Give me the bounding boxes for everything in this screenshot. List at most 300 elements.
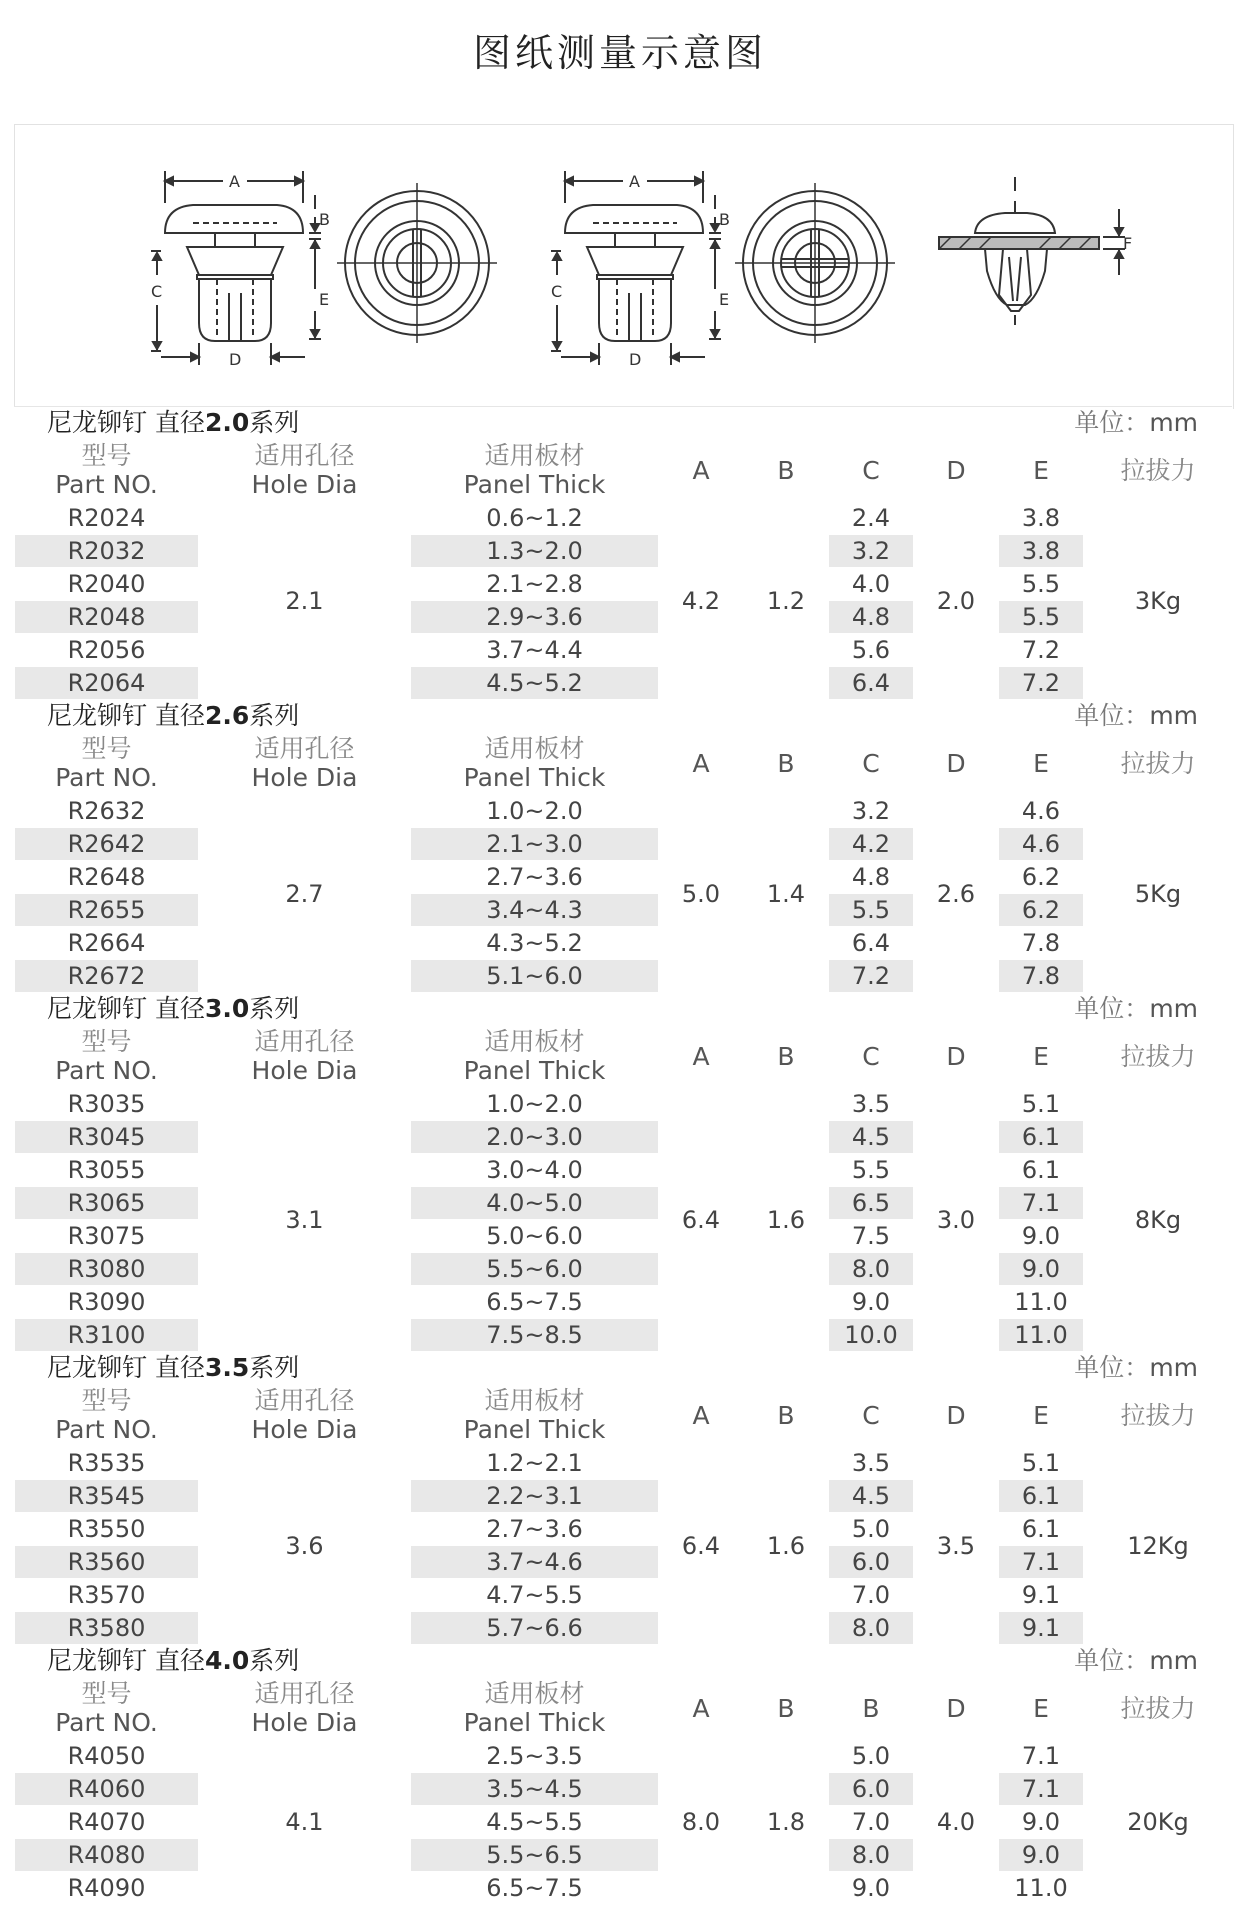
dim-b-cell: 1.6 — [744, 1088, 829, 1352]
section-title-row — [15, 1645, 1233, 1677]
table-row — [15, 927, 1233, 960]
column-header — [659, 1025, 744, 1088]
column-header-en: D — [946, 1693, 966, 1723]
part-number-cell: R2632 — [15, 795, 199, 828]
table-row — [15, 1546, 1233, 1579]
column-header-en: Panel Thick — [463, 763, 606, 792]
table-row — [15, 1612, 1233, 1645]
part-number-cell: R3045 — [15, 1121, 199, 1154]
column-header-en: B — [777, 1693, 795, 1723]
dim-c-cell: 4.8 — [829, 601, 914, 634]
table-row — [15, 535, 1233, 568]
column-header-en: Hole Dia — [251, 1056, 358, 1085]
table-row — [15, 568, 1233, 601]
column-header-en: Hole Dia — [251, 1708, 358, 1737]
dim-c-cell: 4.8 — [829, 861, 914, 894]
panel-thick-cell: 5.5~6.0 — [411, 1253, 659, 1286]
rivet-installed-view — [939, 177, 1125, 325]
column-header-cn: 适用孔径 — [254, 441, 355, 470]
rivet-diagrams — [15, 125, 1233, 409]
column-header-cn: 适用孔径 — [254, 734, 355, 763]
column-header-en: E — [1033, 455, 1049, 485]
dim-e-cell: 5.5 — [999, 568, 1084, 601]
column-header-cn: 型号 — [81, 1027, 132, 1056]
part-number-cell: R3075 — [15, 1220, 199, 1253]
hole-dia-cell: 4.1 — [199, 1740, 411, 1905]
column-header — [659, 1677, 744, 1740]
column-header — [999, 1677, 1084, 1740]
column-header-en: B — [862, 1693, 880, 1723]
dim-e-cell: 6.2 — [999, 894, 1084, 927]
section-name-value: 4.0 — [204, 1646, 250, 1675]
panel-thick-cell: 6.5~7.5 — [411, 1286, 659, 1319]
dim-e-cell: 6.1 — [999, 1480, 1084, 1513]
part-number-cell: R2024 — [15, 502, 199, 535]
table-row — [15, 1187, 1233, 1220]
column-header — [411, 1384, 659, 1447]
panel-thick-cell: 3.7~4.4 — [411, 634, 659, 667]
part-number-cell: R3100 — [15, 1319, 199, 1352]
part-number-cell: R2655 — [15, 894, 199, 927]
unit-value: mm — [1149, 1353, 1199, 1382]
column-header — [659, 439, 744, 502]
section-title-cell — [15, 700, 1233, 732]
panel-thick-cell: 2.9~3.6 — [411, 601, 659, 634]
pull-force-cell: 20Kg — [1084, 1740, 1233, 1905]
spec-table-container — [14, 406, 1232, 1905]
table-row — [15, 502, 1233, 535]
column-header-en: Panel Thick — [463, 1056, 606, 1085]
hole-dia-cell: 2.1 — [199, 502, 411, 700]
panel-thick-cell: 4.5~5.2 — [411, 667, 659, 700]
dim-c-cell: 5.5 — [829, 894, 914, 927]
section-name-suffix: 系列 — [249, 1646, 300, 1675]
part-number-cell: R3535 — [15, 1447, 199, 1480]
rivet-side-view-middle — [551, 171, 721, 365]
dim-e-cell: 7.1 — [999, 1740, 1084, 1773]
column-header-cn: 拉拔力 — [1120, 1041, 1196, 1071]
column-header — [15, 1025, 199, 1088]
label-f: F — [1123, 234, 1133, 253]
unit-label — [1074, 993, 1232, 1024]
column-header — [914, 1677, 999, 1740]
dim-c-cell: 7.0 — [829, 1806, 914, 1839]
column-header-en: E — [1033, 1400, 1049, 1430]
dim-e-cell: 9.1 — [999, 1612, 1084, 1645]
rivet-spec-table — [14, 406, 1233, 1905]
part-number-cell: R2048 — [15, 601, 199, 634]
dim-c-cell: 6.5 — [829, 1187, 914, 1220]
dim-e-cell: 7.1 — [999, 1773, 1084, 1806]
table-row — [15, 1480, 1233, 1513]
part-number-cell: R2040 — [15, 568, 199, 601]
dim-c-cell: 3.2 — [829, 535, 914, 568]
dim-c-cell: 6.4 — [829, 927, 914, 960]
table-header-row — [15, 1025, 1233, 1088]
label-d-middle: D — [629, 350, 642, 369]
table-row — [15, 828, 1233, 861]
column-header-cn: 适用板材 — [484, 1679, 585, 1708]
column-header-en: Panel Thick — [463, 1415, 606, 1444]
table-row — [15, 1220, 1233, 1253]
column-header-en: C — [862, 1041, 880, 1071]
column-header-en: D — [946, 748, 966, 778]
panel-thick-cell: 3.0~4.0 — [411, 1154, 659, 1187]
column-header-en: A — [692, 1693, 710, 1723]
table-row — [15, 960, 1233, 993]
column-header-en: Part NO. — [55, 1056, 158, 1085]
dim-c-cell: 5.0 — [829, 1740, 914, 1773]
dim-c-cell: 4.0 — [829, 568, 914, 601]
pull-force-cell: 5Kg — [1084, 795, 1233, 993]
table-row — [15, 861, 1233, 894]
part-number-cell: R2064 — [15, 667, 199, 700]
dim-c-cell: 6.0 — [829, 1773, 914, 1806]
table-header-row — [15, 1384, 1233, 1447]
panel-thick-cell: 2.5~3.5 — [411, 1740, 659, 1773]
column-header — [1084, 1384, 1233, 1447]
column-header-en: D — [946, 455, 966, 485]
measurement-drawing — [14, 124, 1234, 409]
dim-c-cell: 4.2 — [829, 828, 914, 861]
dim-c-cell: 7.0 — [829, 1579, 914, 1612]
table-row — [15, 1773, 1233, 1806]
column-header-cn: 拉拔力 — [1120, 748, 1196, 778]
label-a-middle: A — [629, 172, 640, 191]
section-name — [15, 700, 299, 731]
dim-e-cell: 6.1 — [999, 1154, 1084, 1187]
section-title-cell — [15, 407, 1233, 439]
dim-c-cell: 8.0 — [829, 1612, 914, 1645]
dim-e-cell: 3.8 — [999, 535, 1084, 568]
dim-b-cell: 1.4 — [744, 795, 829, 993]
unit-value: mm — [1149, 994, 1199, 1023]
pull-force-cell: 12Kg — [1084, 1447, 1233, 1645]
label-c-middle: C — [551, 282, 563, 301]
panel-thick-cell: 5.5~6.5 — [411, 1839, 659, 1872]
dim-e-cell: 7.1 — [999, 1187, 1084, 1220]
section-name-prefix: 尼龙铆钉 直径 — [47, 701, 205, 730]
unit-label-text: 单位： — [1074, 408, 1150, 437]
dim-a-cell: 4.2 — [659, 502, 744, 700]
section-name-value: 2.0 — [204, 408, 250, 437]
panel-thick-cell: 2.0~3.0 — [411, 1121, 659, 1154]
dim-c-cell: 3.5 — [829, 1447, 914, 1480]
column-header — [999, 732, 1084, 795]
column-header-en: Part NO. — [55, 470, 158, 499]
column-header — [744, 439, 829, 502]
dim-e-cell: 5.1 — [999, 1447, 1084, 1480]
hole-dia-cell: 3.6 — [199, 1447, 411, 1645]
dim-a-cell: 5.0 — [659, 795, 744, 993]
unit-label — [1074, 1352, 1232, 1383]
column-header — [999, 439, 1084, 502]
panel-thick-cell: 5.7~6.6 — [411, 1612, 659, 1645]
column-header-cn: 适用孔径 — [254, 1027, 355, 1056]
part-number-cell: R3065 — [15, 1187, 199, 1220]
label-b-left: B — [319, 210, 330, 229]
table-row — [15, 1319, 1233, 1352]
column-header-cn: 适用板材 — [484, 734, 585, 763]
column-header-cn: 型号 — [81, 1386, 132, 1415]
dim-d-cell: 3.0 — [914, 1088, 999, 1352]
label-e-middle: E — [719, 290, 730, 309]
table-row — [15, 1513, 1233, 1546]
section-name-prefix: 尼龙铆钉 直径 — [47, 408, 205, 437]
rivet-top-view-left — [337, 183, 497, 343]
panel-thick-cell: 0.6~1.2 — [411, 502, 659, 535]
panel-thick-cell: 3.4~4.3 — [411, 894, 659, 927]
unit-value: mm — [1149, 408, 1199, 437]
dim-e-cell: 4.6 — [999, 795, 1084, 828]
table-row — [15, 795, 1233, 828]
part-number-cell: R2672 — [15, 960, 199, 993]
dim-c-cell: 7.5 — [829, 1220, 914, 1253]
dim-e-cell: 5.1 — [999, 1088, 1084, 1121]
column-header-en: Part NO. — [55, 763, 158, 792]
table-row — [15, 1839, 1233, 1872]
dim-c-cell: 5.0 — [829, 1513, 914, 1546]
panel-thick-cell: 2.7~3.6 — [411, 861, 659, 894]
panel-thick-cell: 2.7~3.6 — [411, 1513, 659, 1546]
dim-c-cell: 8.0 — [829, 1839, 914, 1872]
column-header — [744, 732, 829, 795]
dim-b-cell: 1.6 — [744, 1447, 829, 1645]
column-header — [999, 1384, 1084, 1447]
dim-e-cell: 6.1 — [999, 1513, 1084, 1546]
column-header-en: E — [1033, 1693, 1049, 1723]
column-header — [1084, 439, 1233, 502]
dim-d-cell: 2.0 — [914, 502, 999, 700]
dim-d-cell: 4.0 — [914, 1740, 999, 1905]
dim-e-cell: 4.6 — [999, 828, 1084, 861]
label-d-left: D — [229, 350, 242, 369]
section-name-suffix: 系列 — [249, 994, 300, 1023]
page-title: 图纸测量示意图 — [472, 31, 767, 75]
dim-e-cell: 7.1 — [999, 1546, 1084, 1579]
column-header-en: B — [777, 1041, 795, 1071]
panel-thick-cell: 1.0~2.0 — [411, 795, 659, 828]
section-title-cell — [15, 993, 1233, 1025]
column-header-cn: 适用板材 — [484, 1386, 585, 1415]
pull-force-cell: 8Kg — [1084, 1088, 1233, 1352]
dim-c-cell: 2.4 — [829, 502, 914, 535]
column-header — [199, 439, 411, 502]
column-header-cn: 适用板材 — [484, 441, 585, 470]
dim-e-cell: 7.8 — [999, 927, 1084, 960]
column-header-en: Panel Thick — [463, 1708, 606, 1737]
column-header — [15, 1677, 199, 1740]
column-header — [411, 732, 659, 795]
column-header-en: A — [692, 1041, 710, 1071]
dim-e-cell: 9.0 — [999, 1253, 1084, 1286]
dim-c-cell: 4.5 — [829, 1480, 914, 1513]
unit-label-text: 单位： — [1074, 701, 1150, 730]
section-name-suffix: 系列 — [249, 1353, 300, 1382]
dim-b-cell: 1.8 — [744, 1740, 829, 1905]
column-header — [744, 1677, 829, 1740]
column-header-cn: 型号 — [81, 441, 132, 470]
column-header-en: B — [777, 748, 795, 778]
panel-thick-cell: 1.0~2.0 — [411, 1088, 659, 1121]
column-header — [411, 1677, 659, 1740]
section-name-value: 3.5 — [204, 1353, 250, 1382]
table-row — [15, 1088, 1233, 1121]
dim-a-cell: 6.4 — [659, 1088, 744, 1352]
panel-thick-cell: 2.1~2.8 — [411, 568, 659, 601]
panel-thick-cell: 6.5~7.5 — [411, 1872, 659, 1905]
column-header-cn: 拉拔力 — [1120, 455, 1196, 485]
section-title-cell — [15, 1352, 1233, 1384]
part-number-cell: R4080 — [15, 1839, 199, 1872]
dim-e-cell: 9.1 — [999, 1579, 1084, 1612]
dim-c-cell: 8.0 — [829, 1253, 914, 1286]
column-header — [744, 1384, 829, 1447]
part-number-cell: R3090 — [15, 1286, 199, 1319]
dim-e-cell: 6.1 — [999, 1121, 1084, 1154]
column-header-cn: 适用孔径 — [254, 1386, 355, 1415]
unit-label-text: 单位： — [1074, 1353, 1150, 1382]
dim-c-cell: 6.4 — [829, 667, 914, 700]
table-header-row — [15, 732, 1233, 795]
column-header — [914, 439, 999, 502]
column-header-en: Part NO. — [55, 1708, 158, 1737]
column-header — [829, 732, 914, 795]
dim-c-cell: 10.0 — [829, 1319, 914, 1352]
column-header-en: A — [692, 1400, 710, 1430]
table-header-row — [15, 439, 1233, 502]
section-title-row — [15, 1352, 1233, 1384]
panel-thick-cell: 1.2~2.1 — [411, 1447, 659, 1480]
table-row — [15, 1121, 1233, 1154]
table-row — [15, 667, 1233, 700]
table-row — [15, 1154, 1233, 1187]
table-row — [15, 634, 1233, 667]
column-header-en: D — [946, 1041, 966, 1071]
column-header-en: Hole Dia — [251, 1415, 358, 1444]
dim-d-cell: 2.6 — [914, 795, 999, 993]
column-header-cn: 适用孔径 — [254, 1679, 355, 1708]
column-header-en: C — [862, 455, 880, 485]
column-header-cn: 拉拔力 — [1120, 1400, 1196, 1430]
hole-dia-cell: 2.7 — [199, 795, 411, 993]
panel-thick-cell: 7.5~8.5 — [411, 1319, 659, 1352]
column-header — [1084, 1025, 1233, 1088]
column-header — [15, 1384, 199, 1447]
label-a-left: A — [229, 172, 240, 191]
part-number-cell: R3080 — [15, 1253, 199, 1286]
label-b-middle: B — [719, 210, 730, 229]
panel-thick-cell: 3.5~4.5 — [411, 1773, 659, 1806]
section-name-suffix: 系列 — [249, 701, 300, 730]
section-title-cell — [15, 1645, 1233, 1677]
rivet-side-view-left — [151, 171, 321, 365]
part-number-cell: R3545 — [15, 1480, 199, 1513]
column-header — [999, 1025, 1084, 1088]
label-e-left: E — [319, 290, 330, 309]
column-header-en: Hole Dia — [251, 763, 358, 792]
dim-e-cell: 11.0 — [999, 1319, 1084, 1352]
dim-e-cell: 7.2 — [999, 667, 1084, 700]
section-name — [15, 993, 299, 1024]
panel-thick-cell: 5.0~6.0 — [411, 1220, 659, 1253]
unit-label — [1074, 700, 1232, 731]
section-name-suffix: 系列 — [249, 408, 300, 437]
pull-force-cell: 3Kg — [1084, 502, 1233, 700]
table-row — [15, 1806, 1233, 1839]
column-header — [914, 732, 999, 795]
column-header-cn: 拉拔力 — [1120, 1693, 1196, 1723]
panel-thick-cell: 4.3~5.2 — [411, 927, 659, 960]
part-number-cell: R2664 — [15, 927, 199, 960]
column-header-en: A — [692, 455, 710, 485]
column-header-en: E — [1033, 748, 1049, 778]
column-header-en: C — [862, 1400, 880, 1430]
panel-thick-cell: 2.2~3.1 — [411, 1480, 659, 1513]
column-header — [199, 1677, 411, 1740]
label-c-left: C — [151, 282, 163, 301]
column-header-en: E — [1033, 1041, 1049, 1071]
dim-e-cell: 7.8 — [999, 960, 1084, 993]
section-name-prefix: 尼龙铆钉 直径 — [47, 1646, 205, 1675]
table-row — [15, 894, 1233, 927]
part-number-cell: R3055 — [15, 1154, 199, 1187]
column-header — [411, 439, 659, 502]
section-name — [15, 1352, 299, 1383]
column-header — [1084, 732, 1233, 795]
column-header — [914, 1025, 999, 1088]
section-name-prefix: 尼龙铆钉 直径 — [47, 994, 205, 1023]
table-row — [15, 1740, 1233, 1773]
section-title-row — [15, 407, 1233, 439]
part-number-cell: R3550 — [15, 1513, 199, 1546]
column-header — [659, 732, 744, 795]
column-header — [744, 1025, 829, 1088]
dim-c-cell: 7.2 — [829, 960, 914, 993]
column-header — [829, 1025, 914, 1088]
column-header-en: C — [862, 748, 880, 778]
dim-c-cell: 3.5 — [829, 1088, 914, 1121]
unit-label-text: 单位： — [1074, 1646, 1150, 1675]
section-name — [15, 407, 299, 438]
hole-dia-cell: 3.1 — [199, 1088, 411, 1352]
unit-label-text: 单位： — [1074, 994, 1150, 1023]
dim-c-cell: 5.5 — [829, 1154, 914, 1187]
dim-b-cell: 1.2 — [744, 502, 829, 700]
dim-c-cell: 5.6 — [829, 634, 914, 667]
column-header-en: A — [692, 748, 710, 778]
dim-d-cell: 3.5 — [914, 1447, 999, 1645]
column-header — [829, 439, 914, 502]
column-header-en: Hole Dia — [251, 470, 358, 499]
dim-c-cell: 4.5 — [829, 1121, 914, 1154]
column-header-en: B — [777, 1400, 795, 1430]
column-header — [199, 732, 411, 795]
column-header — [659, 1384, 744, 1447]
column-header — [411, 1025, 659, 1088]
column-header — [1084, 1677, 1233, 1740]
unit-value: mm — [1149, 1646, 1199, 1675]
dim-c-cell: 9.0 — [829, 1286, 914, 1319]
dim-c-cell: 9.0 — [829, 1872, 914, 1905]
unit-label — [1074, 1645, 1232, 1676]
panel-thick-cell: 3.7~4.6 — [411, 1546, 659, 1579]
dim-e-cell: 6.2 — [999, 861, 1084, 894]
section-title-row — [15, 700, 1233, 732]
part-number-cell: R4050 — [15, 1740, 199, 1773]
dim-e-cell: 9.0 — [999, 1806, 1084, 1839]
column-header-cn: 型号 — [81, 1679, 132, 1708]
